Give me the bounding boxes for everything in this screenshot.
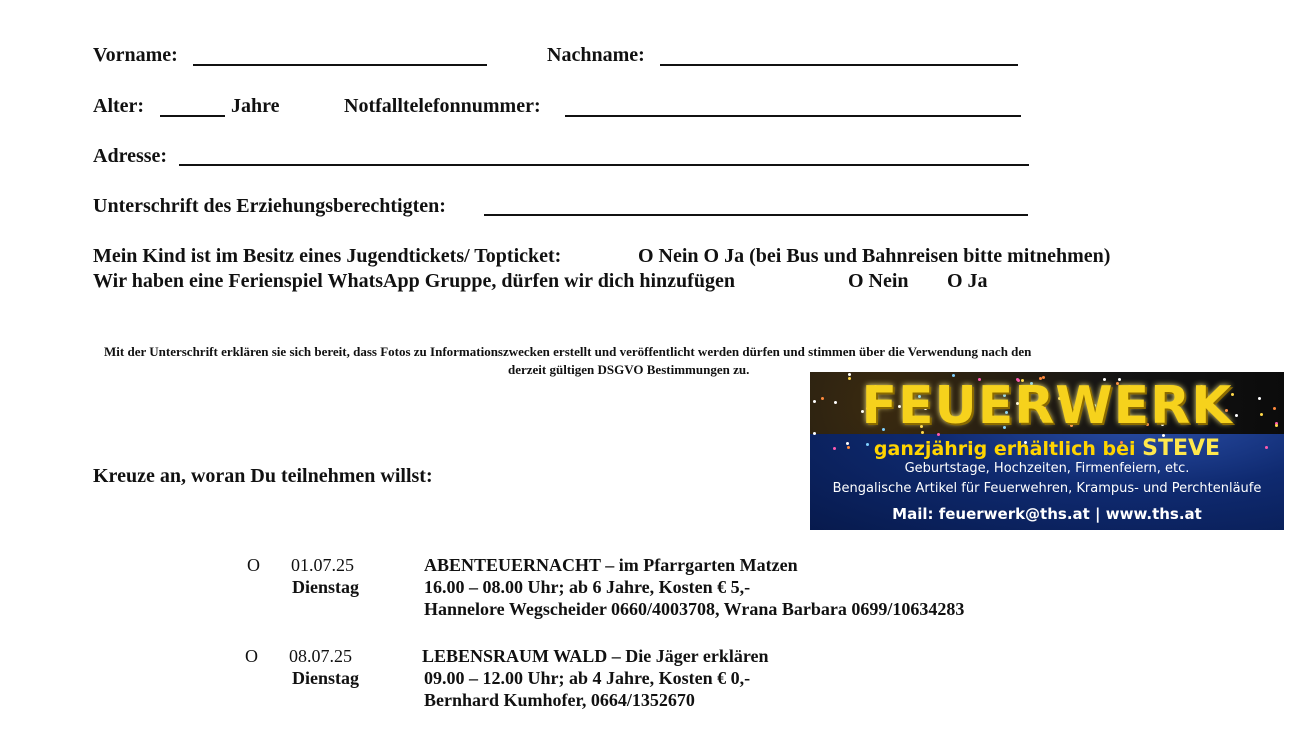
whatsapp-question: Wir haben eine Ferienspiel WhatsApp Gruppe, dürfen wir dich hinzufügen bbox=[93, 270, 735, 292]
event-details: 09.00 – 12.00 Uhr; ab 4 Jahre, Kosten € 0,- bbox=[424, 668, 751, 688]
event-weekday: Dienstag bbox=[292, 577, 359, 597]
ad-tagline bbox=[810, 436, 1284, 461]
event-date: 08.07.25 bbox=[289, 646, 352, 666]
emergency-phone-label: Notfalltelefonnummer: bbox=[344, 95, 541, 117]
signature-label: Unterschrift des Erziehungsberechtigten: bbox=[93, 195, 446, 217]
fireworks-advertisement bbox=[810, 372, 1284, 530]
age-field[interactable] bbox=[160, 115, 225, 117]
whatsapp-no-option[interactable]: O Nein bbox=[848, 270, 909, 292]
last-name-field[interactable] bbox=[660, 64, 1018, 66]
whatsapp-yes-option[interactable]: O Ja bbox=[947, 270, 988, 292]
age-label: Alter: bbox=[93, 95, 145, 117]
ad-contact: Mail: feuerwerk@ths.at | www.ths.at bbox=[892, 505, 1202, 523]
signature-field[interactable] bbox=[484, 214, 1028, 216]
emergency-phone-field[interactable] bbox=[565, 115, 1021, 117]
event-contact: Hannelore Wegscheider 0660/4003708, Wrana Barbara 0699/10634283 bbox=[424, 599, 965, 619]
event-weekday: Dienstag bbox=[292, 668, 359, 688]
address-label: Adresse: bbox=[93, 145, 168, 167]
first-name-field[interactable] bbox=[193, 64, 487, 66]
age-unit: Jahre bbox=[231, 95, 280, 117]
first-name-label: Vorname: bbox=[93, 44, 178, 66]
event-date: 01.07.25 bbox=[291, 555, 354, 575]
ad-tagline-prefix: ganzjährig erhältlich bei bbox=[873, 438, 1136, 460]
consent-line-1: Mit der Unterschrift erklären sie sich bereit, dass Fotos zu Informationszwecken erstellt und veröffentlicht werden dürfen und stimmen über die Verwendung nach den bbox=[104, 344, 1032, 359]
event-checkbox[interactable]: O bbox=[247, 555, 260, 575]
ad-products: Bengalische Artikel für Feuerwehren, Krampus- und Perchtenläufe bbox=[832, 481, 1262, 496]
ad-occasions: Geburtstage, Hochzeiten, Firmenfeiern, etc. bbox=[904, 461, 1190, 476]
activities-heading: Kreuze an, woran Du teilnehmen willst: bbox=[93, 465, 433, 487]
event-details: 16.00 – 08.00 Uhr; ab 6 Jahre, Kosten € 5,- bbox=[424, 577, 751, 597]
event-checkbox[interactable]: O bbox=[245, 646, 258, 666]
event-title: LEBENSRAUM WALD – Die Jäger erklären bbox=[422, 646, 769, 666]
ad-tagline-name: STEVE bbox=[1142, 436, 1221, 461]
address-field[interactable] bbox=[179, 164, 1029, 166]
event-title: ABENTEUERNACHT – im Pfarrgarten Matzen bbox=[424, 555, 798, 575]
event-contact: Bernhard Kumhofer, 0664/1352670 bbox=[424, 690, 695, 710]
last-name-label: Nachname: bbox=[547, 44, 645, 66]
consent-line-2: derzeit gültigen DSGVO Bestimmungen zu. bbox=[508, 362, 750, 377]
ticket-options[interactable]: O Nein O Ja (bei Bus und Bahnreisen bitte mitnehmen) bbox=[638, 245, 1111, 267]
ticket-question: Mein Kind ist im Besitz eines Jugendtickets/ Topticket: bbox=[93, 245, 562, 267]
ad-title: FEUERWERK bbox=[861, 376, 1233, 436]
